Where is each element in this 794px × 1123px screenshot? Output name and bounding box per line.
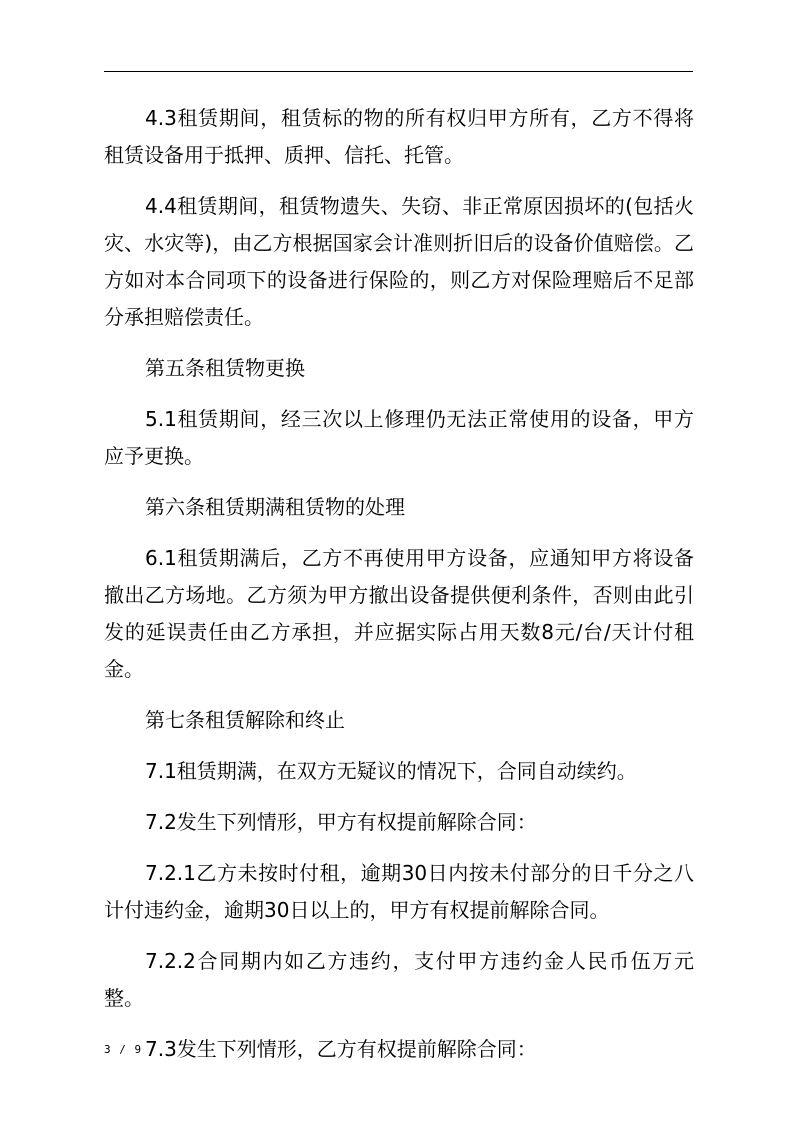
- clause-5-1: 5.1租赁期间，经三次以上修理仍无法正常使用的设备，甲方应予更换。: [104, 407, 694, 468]
- clause-7-3: 7.3发生下列情形，乙方有权提前解除合同：: [145, 1037, 537, 1061]
- page-number: 3 / 9: [104, 1043, 143, 1056]
- clause-4-3: 4.3租赁期间，租赁标的物的所有权归甲方所有，乙方不得将租赁设备用于抵押、质押、信托、托管。: [104, 106, 694, 167]
- header-rule: [104, 71, 693, 72]
- article-5-heading: 第五条租赁物更换: [145, 356, 305, 380]
- document-body: [104, 100, 694, 1082]
- clause-6-1: 6.1租赁期满后，乙方不再使用甲方设备，应通知甲方将设备撤出乙方场地。乙方须为甲方撤出设备提供便利条件，否则由此引发的延误责任由乙方承担，并应据实际占用天数8元/台/天计付租金。: [104, 546, 694, 681]
- article-7-heading: 第七条租赁解除和终止: [145, 708, 345, 732]
- clause-7-1: 7.1租赁期满，在双方无疑议的情况下，合同自动续约。: [145, 759, 637, 783]
- clause-7-2-1: 7.2.1乙方未按时付租，逾期30日内按未付部分的日千分之八计付违约金，逾期30日以上的，甲方有权提前解除合同。: [104, 861, 694, 922]
- clause-7-2-2: 7.2.2合同期内如乙方违约，支付甲方违约金人民币伍万元整。: [104, 949, 694, 1010]
- article-6-heading: 第六条租赁期满租赁物的处理: [145, 495, 405, 519]
- clause-7-2: 7.2发生下列情形，甲方有权提前解除合同：: [145, 810, 537, 834]
- clause-4-4: 4.4租赁期间，租赁物遗失、失窃、非正常原因损坏的(包括火灾、水灾等)，由乙方根据国家会计准则折旧后的设备价值赔偿。乙方如对本合同项下的设备进行保险的，则乙方对保险理赔后不足部分承担赔偿责任。: [104, 194, 694, 329]
